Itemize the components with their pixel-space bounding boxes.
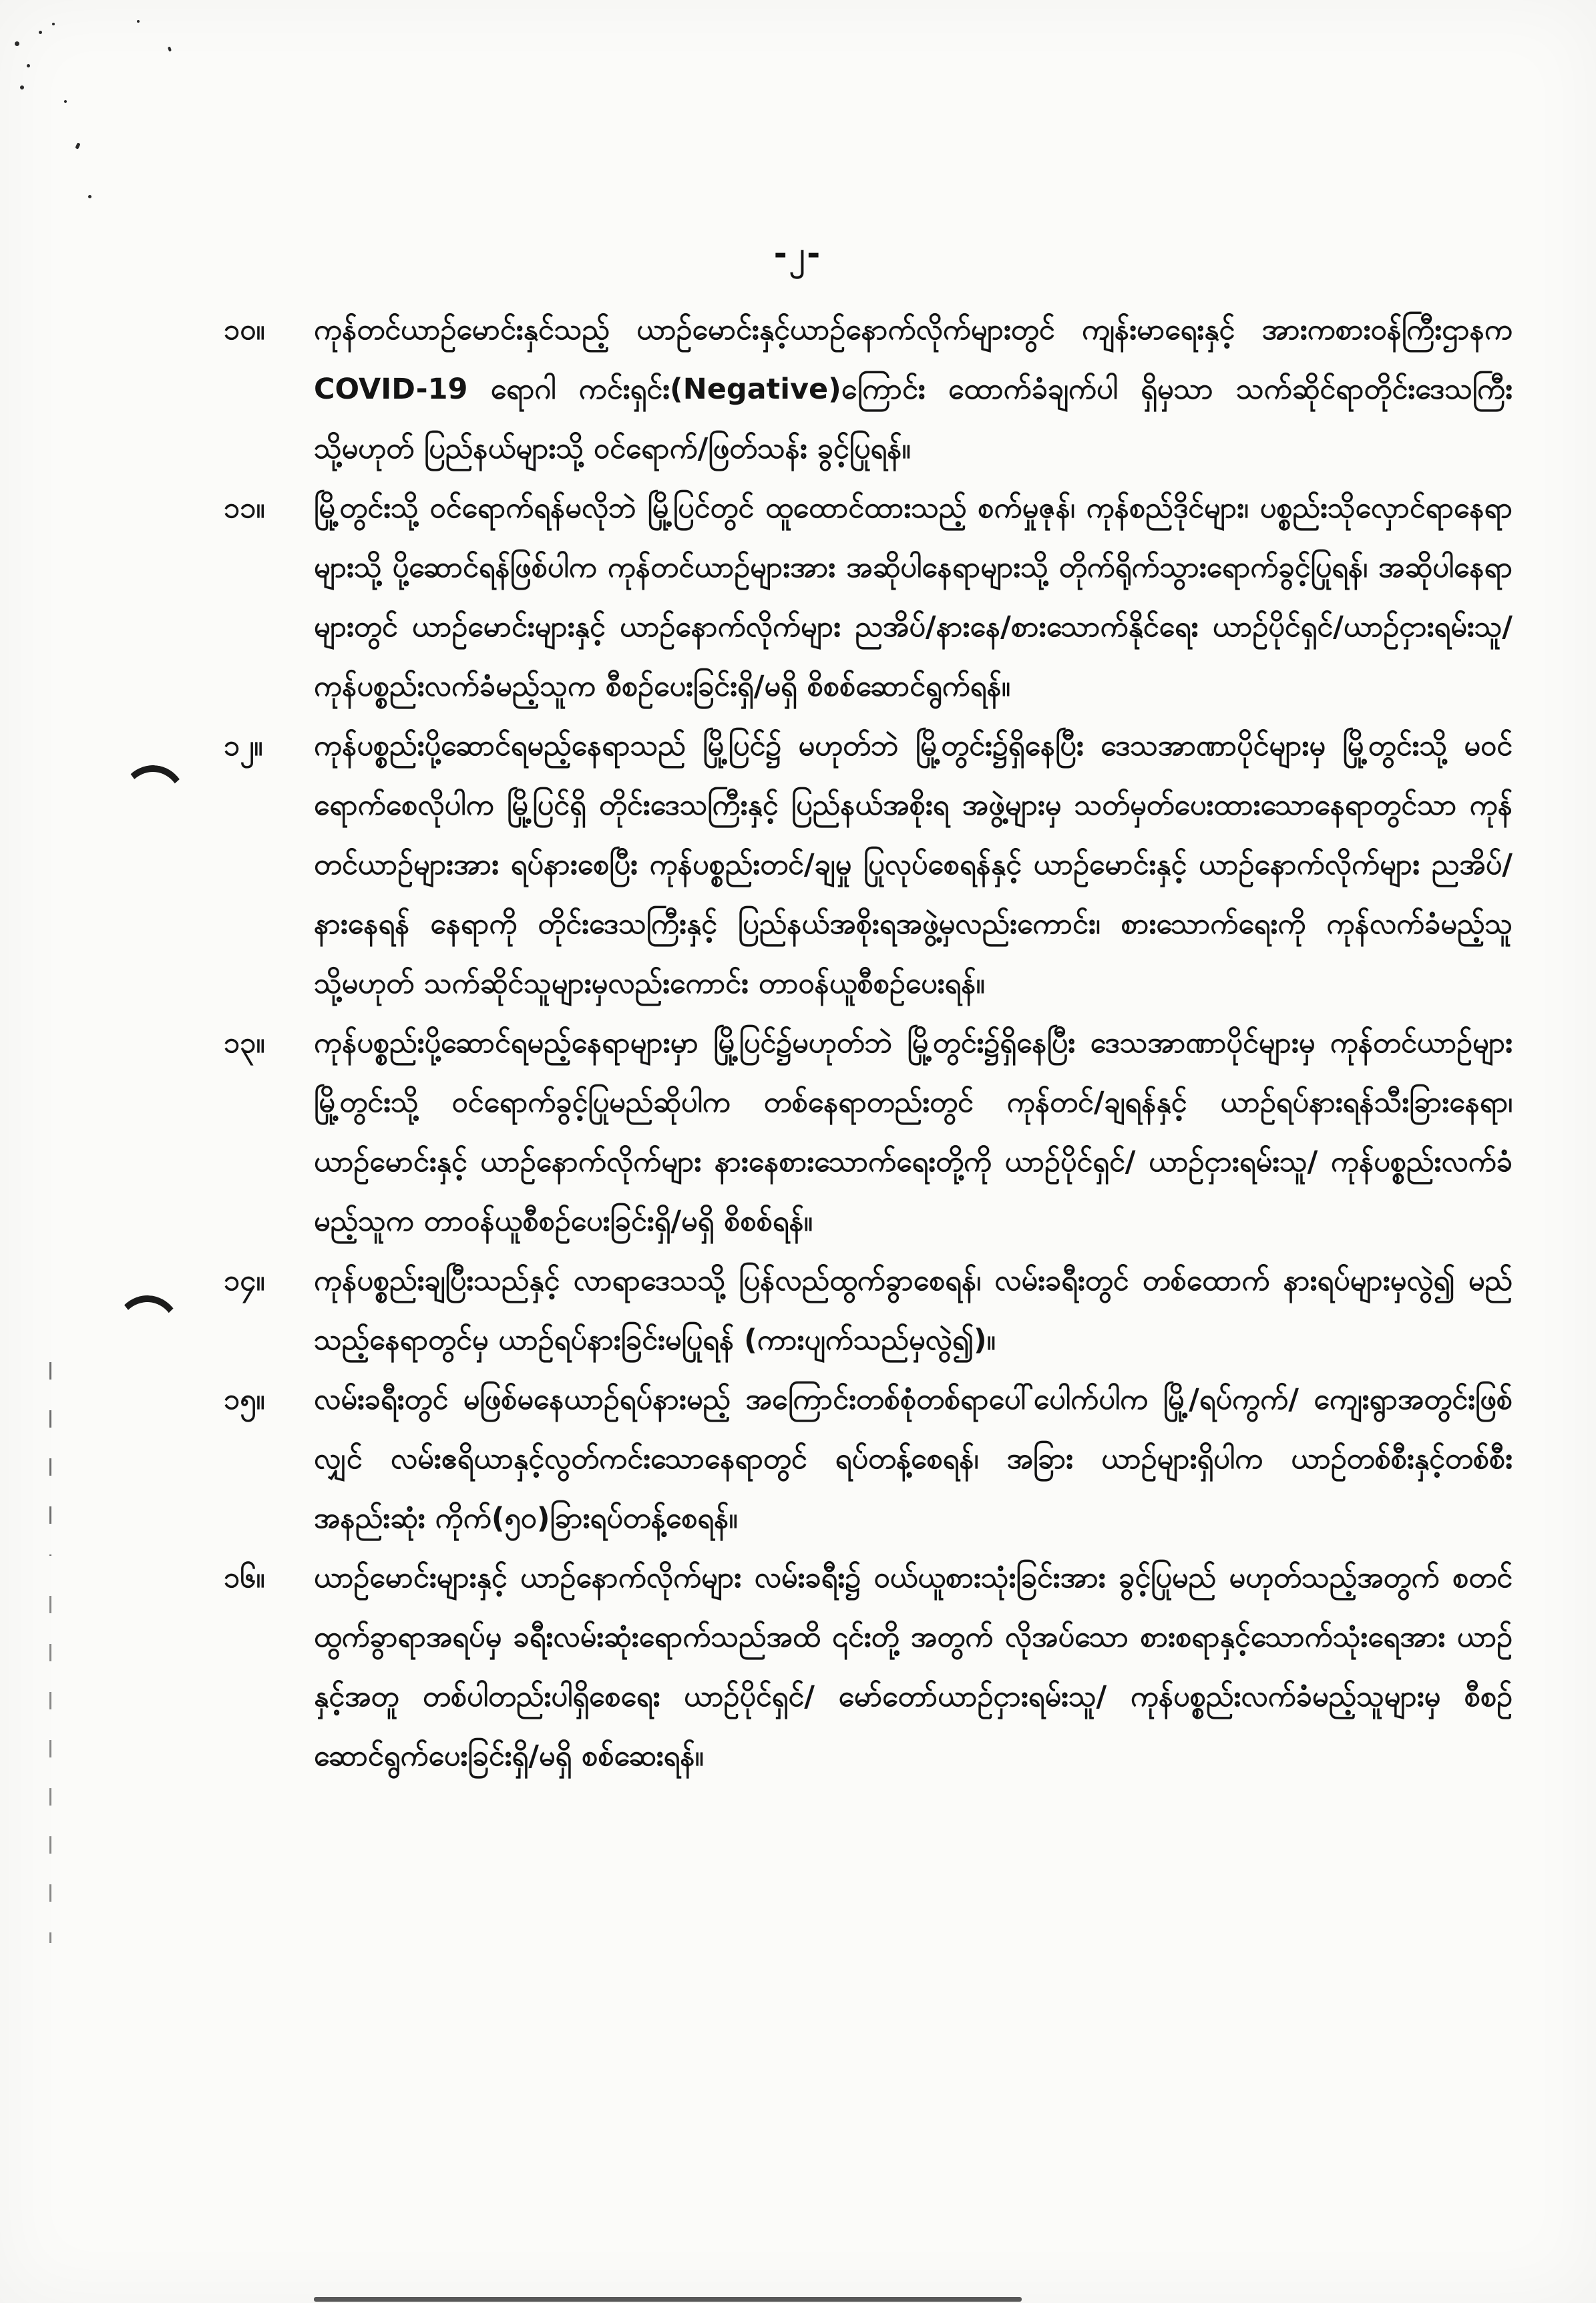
item-text: ကုန်ပစ္စည်းပို့ဆောင်ရမည့်နေရာများမှာ မြို့ပြင်၌မဟုတ်ဘဲ မြို့တွင်း၌ရှိနေပြီး ဒေသအာဏာပိုင်များမှ ကုန်တင်ယာဉ်များ မြို့တွင်းသို့ ဝင်ရောက်ခွင့်ပြုမည်ဆိုပါက တစ်နေရာတည်းတွင် ကုန်တင်/ချရန်နှင့် ယာဉ်ရပ်နားရန်သီးခြားနေရာ၊ ယာဉ်မောင်းနှင့် ယာဉ်နောက်လိုက်များ နားနေစားသောက်ရေးတို့ကို ယာဉ်ပိုင်ရှင်/ ယာဉ်ငှားရမ်းသူ/ ကုန်ပစ္စည်းလက်ခံမည့်သူက တာဝန်ယူစီစဉ်ပေးခြင်းရှိ/မရှိ စိစစ်ရန်။ (314, 1026, 1513, 1238)
item-text: ကုန်တင်ယာဉ်မောင်းနှင်သည့် ယာဉ်မောင်းနှင့်ယာဉ်နောက်လိုက်များတွင် ကျန်းမာရေးနှင့် အားကစားဝန်ကြီးဌာနက COVID-19 ရောဂါ ကင်းရှင်း(Negative)ကြောင်း ထောက်ခံချက်ပါ ရှိမှသာ သက်ဆိုင်ရာတိုင်းဒေသကြီး သို့မဟုတ် ပြည်နယ်များသို့ ဝင်ရောက်/ဖြတ်သန်း ခွင့်ပြုရန်။ (314, 313, 1513, 465)
ink-speckle-icon (39, 31, 42, 34)
ink-speckle-icon (20, 85, 24, 89)
document-body (224, 300, 1513, 1786)
list-item (224, 716, 1513, 1014)
item-text: ယာဉ်မောင်းများနှင့် ယာဉ်နောက်လိုက်များ လမ်းခရီး၌ ဝယ်ယူစားသုံးခြင်းအား ခွင့်ပြုမည် မဟုတ်သည့်အတွက် စတင်ထွက်ခွာရာအရပ်မှ ခရီးလမ်းဆုံးရောက်သည်အထိ ၎င်းတို့ အတွက် လိုအပ်သော စားစရာနှင့်သောက်သုံးရေအား ယာဉ်နှင့်အတူ တစ်ပါတည်းပါရှိစေရေး ယာဉ်ပိုင်ရှင်/ မော်တော်ယာဉ်ငှားရမ်းသူ/ ကုန်ပစ္စည်းလက်ခံမည့်သူများမှ စီစဉ်ဆောင်ရွက်ပေးခြင်းရှိ/မရှိ စစ်ဆေးရန်။ (314, 1561, 1513, 1773)
ink-speckle-icon (64, 100, 67, 103)
list-item (224, 1014, 1513, 1251)
ink-speckle-icon (137, 20, 140, 23)
item-number: ၁၆။ (224, 1561, 265, 1595)
list-item (224, 1251, 1513, 1370)
list-item (224, 1548, 1513, 1786)
pen-arc-mark-icon (110, 1293, 184, 1375)
ink-speckle-icon (75, 142, 80, 149)
ink-speckle-icon (88, 195, 91, 198)
fold-line (49, 1596, 51, 1943)
item-number: ၁၅။ (224, 1383, 265, 1416)
item-number: ၁၃။ (224, 1026, 265, 1060)
list-item (224, 479, 1513, 716)
item-number: ၁၀။ (224, 313, 265, 347)
item-number: ၁၄။ (224, 1264, 265, 1297)
ink-speckle-icon (168, 47, 172, 52)
item-text: မြို့တွင်းသို့ ဝင်ရောက်ရန်မလိုဘဲ မြို့ပြင်တွင် ထူထောင်ထားသည့် စက်မှုဇုန်၊ ကုန်စည်ဒိုင်များ၊ ပစ္စည်းသိုလှောင်ရာနေရာများသို့ ပို့ဆောင်ရန်ဖြစ်ပါက ကုန်တင်ယာဉ်များအား အဆိုပါနေရာများသို့ တိုက်ရိုက်သွားရောက်ခွင့်ပြုရန်၊ အဆိုပါနေရာများတွင် ယာဉ်မောင်းများနှင့် ယာဉ်နောက်လိုက်များ ညအိပ်/နားနေ/စားသောက်နိုင်ရေး ယာဉ်ပိုင်ရှင်/ယာဉ်ငှားရမ်းသူ/ ကုန်ပစ္စည်းလက်ခံမည့်သူက စီစဉ်ပေးခြင်းရှိ/မရှိ စိစစ်ဆောင်ရွက်ရန်။ (314, 491, 1513, 703)
list-item (224, 1370, 1513, 1548)
scan-edge-artifact (314, 2297, 1022, 2302)
item-number: ၁၂။ (224, 729, 263, 763)
pen-arc-mark-icon (114, 762, 190, 845)
fold-line (49, 1362, 51, 1556)
page-number: -၂- (773, 235, 823, 272)
ink-speckle-icon (52, 23, 55, 25)
item-text: လမ်းခရီးတွင် မဖြစ်မနေယာဉ်ရပ်နားမည့် အကြောင်းတစ်စုံတစ်ရာပေါ်ပေါက်ပါက မြို့/ရပ်ကွက်/ ကျေးရွာအတွင်းဖြစ်လျှင် လမ်းဧရိယာနှင့်လွတ်ကင်းသောနေရာတွင် ရပ်တန့်စေရန်၊ အခြား ယာဉ်များရှိပါက ယာဉ်တစ်စီးနှင့်တစ်စီး အနည်းဆုံး ကိုက်(၅၀)ခြားရပ်တန့်စေရန်။ (314, 1383, 1513, 1535)
item-text: ကုန်ပစ္စည်းပို့ဆောင်ရမည့်နေရာသည် မြို့ပြင်၌ မဟုတ်ဘဲ မြို့တွင်း၌ရှိနေပြီး ဒေသအာဏာပိုင်များမှ မြို့တွင်းသို့ မဝင်ရောက်စေလိုပါက မြို့ပြင်ရှိ တိုင်းဒေသကြီးနှင့် ပြည်နယ်အစိုးရ အဖွဲ့များမှ သတ်မှတ်ပေးထားသောနေရာတွင်သာ ကုန်တင်ယာဉ်များအား ရပ်နားစေပြီး ကုန်ပစ္စည်းတင်/ချမှု ပြုလုပ်စေရန်နှင့် ယာဉ်မောင်းနှင့် ယာဉ်နောက်လိုက်များ ညအိပ်/နားနေရန် နေရာကို တိုင်းဒေသကြီးနှင့် ပြည်နယ်အစိုးရအဖွဲ့မှလည်းကောင်း၊ စားသောက်ရေးကို ကုန်လက်ခံမည့်သူ သို့မဟုတ် သက်ဆိုင်သူများမှလည်းကောင်း တာဝန်ယူစီစဉ်ပေးရန်။ (314, 729, 1513, 1000)
item-number: ၁၁။ (224, 491, 265, 525)
ink-speckle-icon (15, 41, 19, 46)
ink-speckle-icon (27, 64, 30, 67)
item-text: ကုန်ပစ္စည်းချပြီးသည်နှင့် လာရာဒေသသို့ ပြန်လည်ထွက်ခွာစေရန်၊ လမ်းခရီးတွင် တစ်ထောက် နားရပ်များမှလွဲ၍ မည်သည့်နေရာတွင်မှ ယာဉ်ရပ်နားခြင်းမပြုရန် (ကားပျက်သည်မှလွဲ၍)။ (314, 1264, 1513, 1357)
list-item (224, 300, 1513, 479)
